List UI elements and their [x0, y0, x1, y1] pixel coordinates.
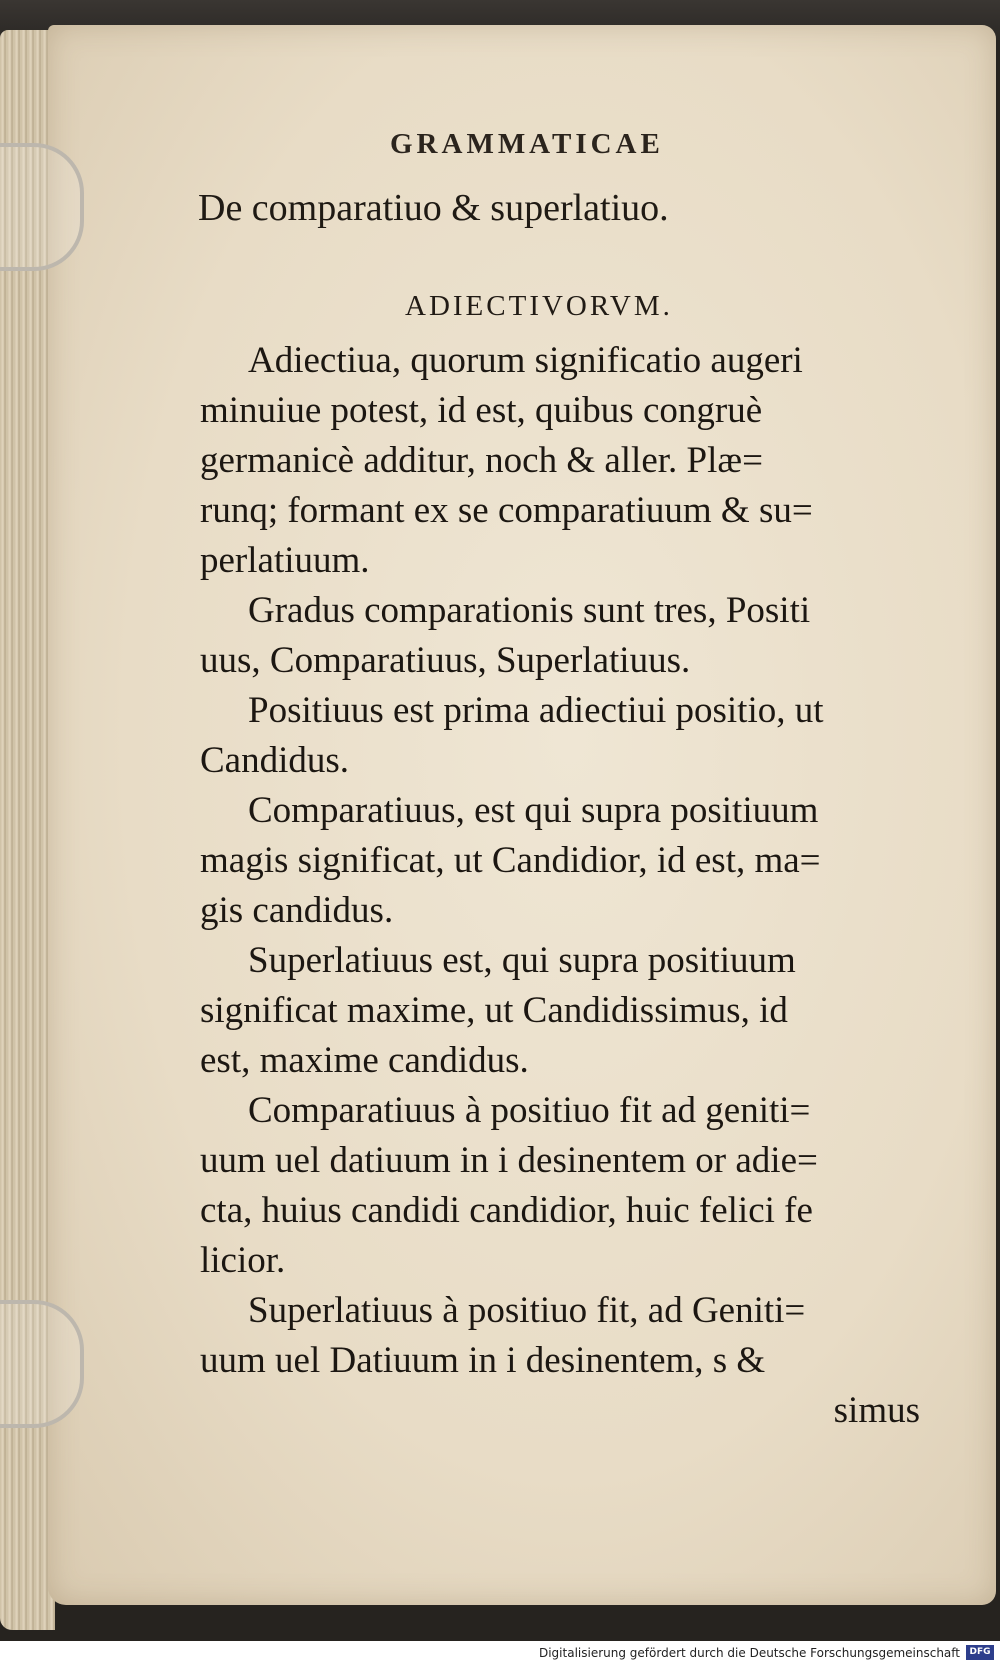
text-line: magis significat, ut Candidior, id est, ma=	[200, 840, 821, 881]
text-line: germanicè additur, noch & aller. Plæ=	[200, 440, 763, 481]
text-line: significat maxime, ut Candidissimus, id	[200, 990, 788, 1031]
book-clamp-bottom	[0, 1300, 84, 1428]
text-line: Superlatiuus est, qui supra positiuum	[248, 940, 796, 981]
catchword: simus	[833, 1390, 920, 1431]
text-line: Positiuus est prima adiectiui positio, ut	[248, 690, 824, 731]
section-heading: ADIECTIVORVM.	[405, 290, 673, 322]
body-text	[200, 336, 980, 1436]
dfg-logo: DFG	[966, 1645, 994, 1660]
text-line: gis candidus.	[200, 890, 394, 931]
book-clamp-top	[0, 143, 84, 271]
text-line: uum uel datiuum in i desinentem or adie=	[200, 1140, 818, 1181]
text-line: est, maxime candidus.	[200, 1040, 529, 1081]
text-line: Superlatiuus à positiuo fit, ad Geniti=	[248, 1290, 806, 1331]
text-line: minuiue potest, id est, quibus congruè	[200, 390, 763, 431]
text-line: runq; formant ex se comparatiuum & su=	[200, 490, 813, 531]
text-line: Candidus.	[200, 740, 350, 781]
text-line: cta, huius candidi candidior, huic felici fe	[200, 1190, 813, 1231]
text-line: perlatiuum.	[200, 540, 370, 581]
text-line: Gradus comparationis sunt tres, Positi	[248, 590, 811, 631]
funding-credit: Digitalisierung gefördert durch die Deutsche Forschungsgemeinschaft	[538, 1646, 960, 1660]
chapter-subtitle: De comparatiuo & superlatiuo.	[198, 187, 669, 229]
text-line: uum uel Datiuum in i desinentem, s &	[200, 1340, 766, 1381]
text-line: Comparatiuus à positiuo fit ad geniti=	[248, 1090, 811, 1131]
running-head: GRAMMATICAE	[390, 128, 664, 160]
text-line: Adiectiua, quorum significatio augeri	[248, 340, 803, 381]
text-line: licior.	[200, 1240, 286, 1281]
text-line: uus, Comparatiuus, Superlatiuus.	[200, 640, 691, 681]
text-line: Comparatiuus, est qui supra positiuum	[248, 790, 819, 831]
